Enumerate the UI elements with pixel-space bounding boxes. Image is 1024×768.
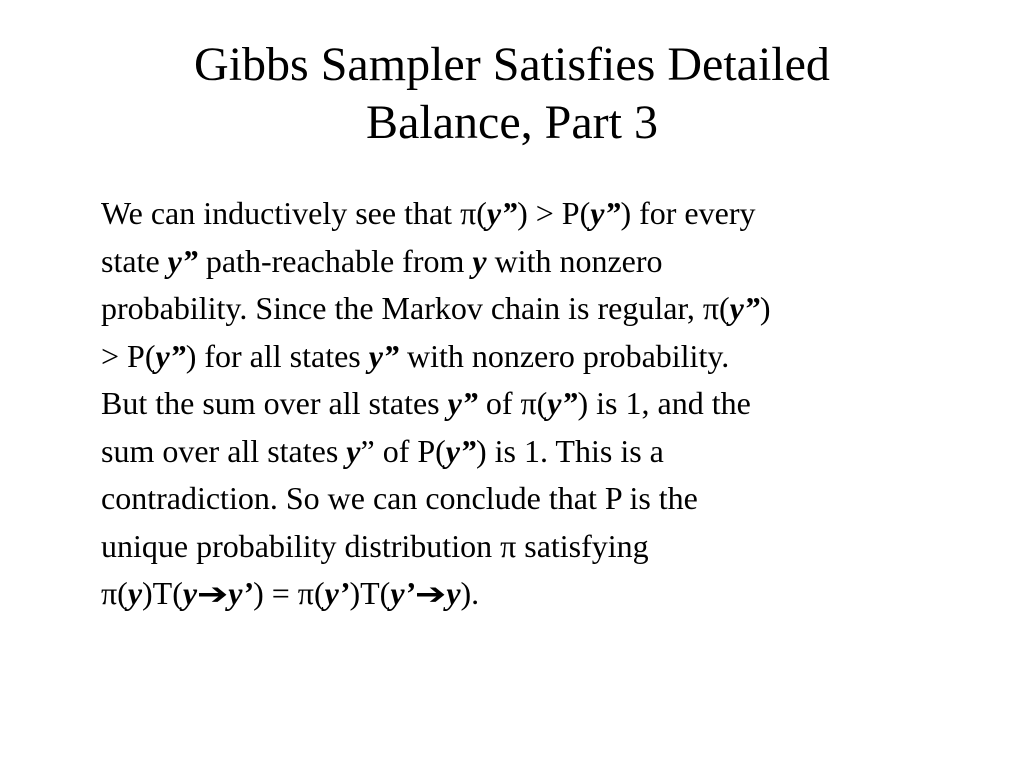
math-var: y — [472, 242, 487, 279]
math-var: y — [182, 575, 198, 611]
body-line-3 — [101, 285, 1001, 333]
math-var: y” — [447, 385, 478, 421]
body-line-7 — [101, 475, 1001, 523]
math-var: y” — [368, 337, 399, 374]
math-var: y — [127, 575, 143, 611]
math-var: y’ — [228, 575, 254, 611]
body-line-9 — [101, 570, 1001, 619]
text-run: We can inductively see that π( — [101, 195, 487, 231]
text-run: )T( — [142, 575, 183, 611]
text-run: )T( — [349, 575, 391, 611]
body-line-5 — [101, 380, 1001, 428]
body-line-8 — [101, 523, 1001, 571]
text-run: ) is 1, and the — [577, 385, 751, 421]
text-run: path-reachable from — [197, 242, 473, 279]
text-run: contradiction. So we can conclude that P is the — [101, 480, 698, 516]
text-run: ) = π( — [253, 575, 325, 611]
text-run: with nonzero probability. — [398, 337, 730, 374]
slide-body — [101, 190, 1001, 619]
math-var: y — [346, 432, 361, 469]
text-run: ) — [759, 290, 771, 326]
text-run: sum over all states — [101, 432, 347, 469]
body-line-6 — [101, 428, 1001, 476]
text-run: ) is 1. This is a — [476, 432, 664, 469]
title-line-2: Balance, Part 3 — [366, 96, 658, 149]
text-run: probability. Since the Markov chain is regular, π( — [101, 290, 730, 326]
right-arrow-icon: ➔ — [196, 577, 229, 612]
right-arrow-icon: ➔ — [415, 577, 447, 612]
text-run: > P( — [101, 337, 156, 374]
math-var: y’ — [390, 575, 416, 611]
text-run: unique probability distribution π satisfying — [101, 527, 649, 564]
math-var: y — [446, 575, 461, 611]
math-var: y’ — [324, 575, 350, 611]
body-line-1 — [101, 190, 1001, 238]
math-var: y” — [445, 432, 476, 469]
text-run: ) > P( — [517, 195, 591, 231]
text-run: ) for all states — [185, 337, 369, 374]
text-run: But the sum over all states — [101, 385, 448, 421]
text-run: ” of P( — [360, 432, 446, 469]
slide-title — [0, 36, 1024, 152]
body-line-4 — [101, 333, 1001, 381]
math-var: y” — [486, 195, 518, 231]
text-run: ). — [460, 575, 480, 611]
math-var: y” — [155, 337, 186, 374]
text-run: of π( — [477, 385, 548, 421]
math-var: y” — [547, 385, 578, 421]
text-run: state — [101, 242, 168, 279]
text-run: with nonzero — [486, 242, 663, 279]
body-line-2 — [101, 238, 1001, 286]
math-var: y” — [590, 195, 621, 231]
math-var: y” — [167, 242, 198, 279]
text-run: ) for every — [620, 195, 756, 231]
text-run: π( — [101, 575, 128, 611]
title-line-1: Gibbs Sampler Satisfies Detailed — [194, 38, 830, 91]
math-var: y” — [729, 290, 760, 326]
